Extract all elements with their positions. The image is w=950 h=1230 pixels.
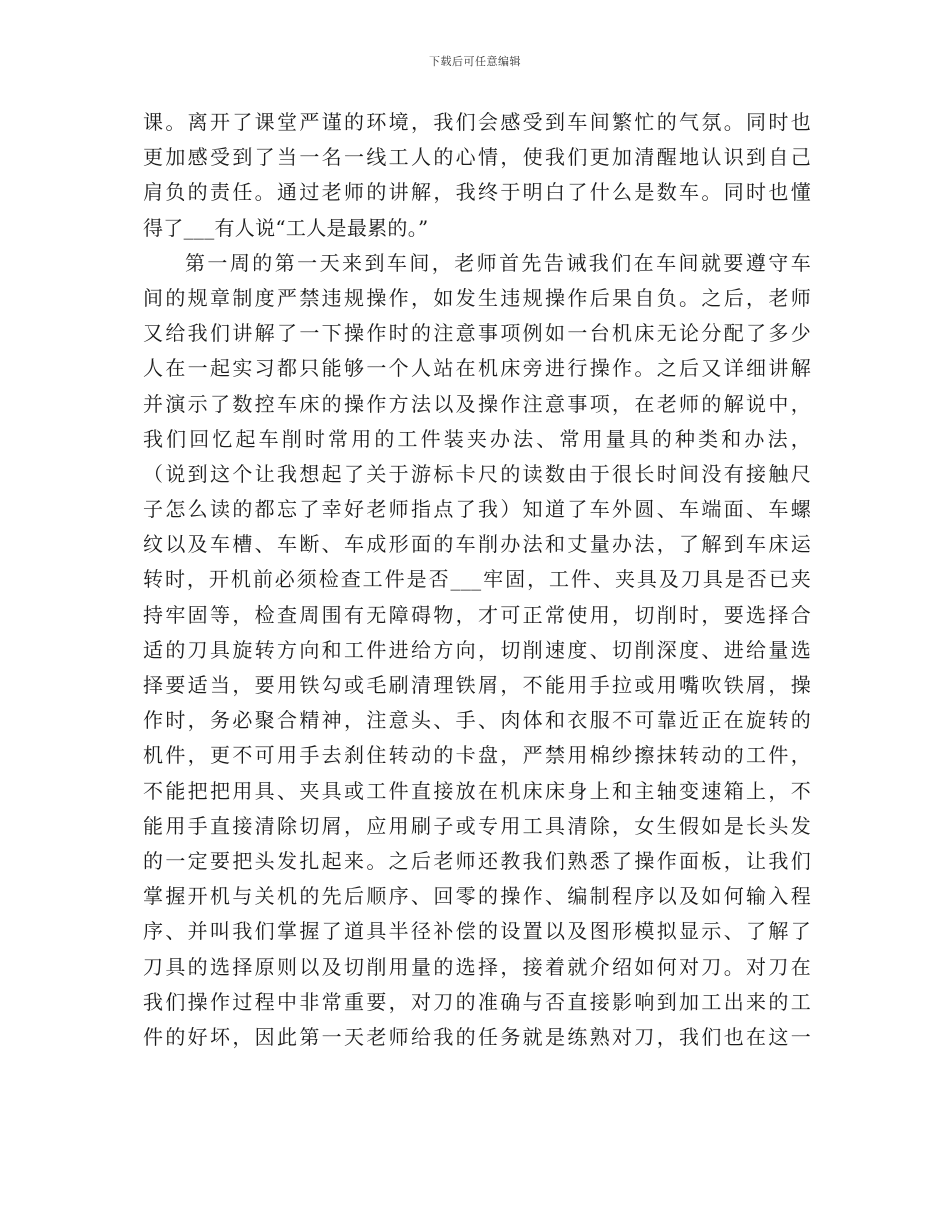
text-line: 课。离开了课堂严谨的环境，我们会感受到车间繁忙的气氛。同时也 xyxy=(143,110,811,134)
text-line: 更加感受到了当一名一线工人的心情，使我们更加清醒地认识到自己 xyxy=(143,145,811,170)
page-header: 下载后可任意编辑 xyxy=(429,55,521,68)
text-line: 择要适当，要用铁勾或毛刷清理铁屑，不能用手拉或用嘴吹铁屑，操 xyxy=(143,673,811,697)
text-line: 纹以及车槽、车断、车成形面的车削办法和丈量办法，了解到车床运 xyxy=(143,532,811,557)
text-line: 作时，务必聚合精神，注意头、手、肉体和衣服不可靠近正在旋转的 xyxy=(143,708,811,733)
text-line: 持牢固等，检查周围有无障碍物，才可正常使用，切削时，要选择合 xyxy=(143,602,811,627)
document-body xyxy=(143,105,811,1055)
text-line: 不能把把用具、夹具或工件直接放在机床床身上和主轴变速箱上，不 xyxy=(143,778,811,803)
text-line: 肩负的责任。通过老师的讲解，我终于明白了什么是数车。同时也懂 xyxy=(143,180,811,205)
text-line: 机件，更不可用手去刹住转动的卡盘，严禁用棉纱擦抹转动的工件， xyxy=(143,743,811,768)
text-line: 并演示了数控车床的操作方法以及操作注意事项，在老师的解说中， xyxy=(143,391,811,416)
text-line: 我们操作过程中非常重要，对刀的准确与否直接影响到加工出来的工 xyxy=(143,989,811,1014)
text-line: 刀具的选择原则以及切削用量的选择，接着就介绍如何对刀。对刀在 xyxy=(143,954,811,979)
paragraph-start-line: 第一周的第一天来到车间，老师首先告诫我们在车间就要遵守车 xyxy=(185,250,811,275)
text-line: 能用手直接清除切屑，应用刷子或专用工具清除，女生假如是长头发 xyxy=(143,813,811,838)
text-line: 的一定要把头发扎起来。之后老师还教我们熟悉了操作面板，让我们 xyxy=(143,848,811,873)
text-line: （说到这个让我想起了关于游标卡尺的读数由于很长时间没有接触尺 xyxy=(143,461,811,486)
text-line: 转时，开机前必须检查工件是否___牢固，工件、夹具及刀具是否已夹 xyxy=(143,567,811,592)
text-line: 得了___有人说“工人是最累的。” xyxy=(143,215,429,240)
text-line: 件的好坏，因此第一天老师给我的任务就是练熟对刀，我们也在这一 xyxy=(143,1024,811,1049)
text-line: 我们回忆起车削时常用的工件装夹办法、常用量具的种类和办法， xyxy=(143,426,811,451)
text-line: 子怎么读的都忘了幸好老师指点了我）知道了车外圆、车端面、车螺 xyxy=(143,497,811,522)
text-line: 又给我们讲解了一下操作时的注意事项例如一台机床无论分配了多少 xyxy=(143,321,811,346)
text-line: 人在一起实习都只能够一个人站在机床旁进行操作。之后又详细讲解 xyxy=(143,356,811,381)
text-line: 序、并叫我们掌握了道具半径补偿的设置以及图形模拟显示、了解了 xyxy=(143,919,811,944)
text-line: 适的刀具旋转方向和工件进给方向，切削速度、切削深度、进给量选 xyxy=(143,637,811,662)
text-line: 间的规章制度严禁违规操作，如发生违规操作后果自负。之后，老师 xyxy=(143,285,811,310)
text-line: 掌握开机与关机的先后顺序、回零的操作、编制程序以及如何输入程 xyxy=(143,884,811,909)
